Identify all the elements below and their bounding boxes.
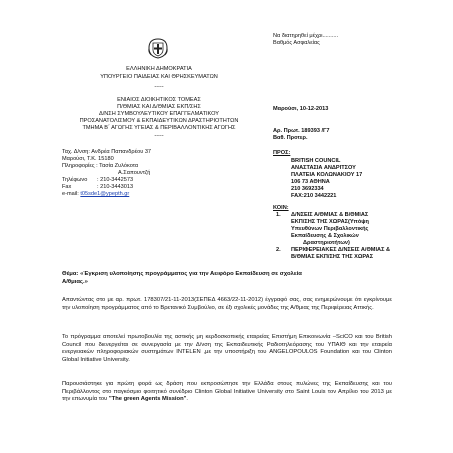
cc-item-1-line-2: ΕΚΠ/ΣΗΣ ΤΗΣ ΧΩΡΑΣ(Υπόψη (291, 219, 369, 225)
recipient-line-1: BRITISH COUNCIL (291, 158, 341, 164)
body-paragraph-3-text: Παρουσιάστηκε για πρώτη φορά ως δράση που εκπροσώπησε την Ελλάδα στους πυλώνες της Εκπαίδευσης και του Περιβάλλοντος στο παγκόσμιο φοιτητικό συνέδριο Clinton Global Initiative University στο Saint Louis τον Απρίλιο του 2013 με την επωνυμία του (62, 381, 392, 403)
ministry-name: ΥΠΟΥΡΓΕΙΟ ΠΑΙΔΕΙΑΣ ΚΑΙ ΘΡΗΣΚΕΥΜΑΤΩΝ (100, 74, 218, 80)
fax-label: Fax (62, 184, 72, 190)
email-link[interactable]: t05sde1@ypepth.gr (80, 191, 130, 197)
separator-dash-2: ----- (154, 133, 164, 139)
subject-line-2: Α/θμιας.» (62, 279, 88, 285)
protocol-number: Αρ. Πρωτ. 189393 /Γ7 (273, 128, 330, 134)
email-row (62, 191, 129, 198)
cc-item-2-number: 2. (276, 247, 281, 253)
separator-dash: ----- (154, 84, 164, 90)
retention-note: Να διατηρηθεί μέχρι.......... (273, 33, 339, 39)
unit-line-1: ΕΝΙΑΙΟΣ ΔΙΟΙΚΗΤΙΚΟΣ ΤΟΜΕΑΣ (117, 97, 201, 103)
unit-line-4: ΠΡΟΣΑΝΑΤΟΛΙΣΜΟΥ & ΕΚΠΑΙΔΕΥΤΙΚΩΝ ΔΡΑΣΤΗΡΙΟΤΗΤΩΝ (79, 118, 239, 124)
recipient-label: ΠΡΟΣ: (273, 150, 291, 156)
address: Ταχ. Δ/νση: Ανδρέα Παπανδρέου 37 (62, 149, 152, 155)
cc-item-1-line-3: Υπευθύνων Περιβαλλοντικής (291, 226, 369, 232)
cc-item-1-line-5: Δραστηριοτήτων) (303, 240, 350, 246)
phone-label: Τηλέφωνο (62, 177, 88, 183)
body-paragraph-2: Το πρόγραμμα αποτελεί πρωτοβουλία της αστικής μη κερδοσκοπικής εταιρείας Επιστήμη Επικοινωνία –SciCO και του British Council που διενεργείται σε συνεργασία με την Δ/νση της Εκπαιδευτικής Ραδιοτηλεόρασης του ΥΠΑΙΘ και την εταιρεία ενεργειακών πληροφοριακών συστημάτων INTELEN ,με την υποστήριξη του ANGELOPOULOS Foundation και του Clinton Global Initiative University. (62, 334, 392, 363)
body-paragraph-3-bold: "The green Agents Mission" (108, 396, 187, 403)
cc-item-2-line-1: ΠΕΡΙΦΕΡΕΙΑΚΕΣ Δ/ΝΣΕΙΣ Α/ΘΜΙΑΣ & (291, 247, 391, 253)
info-contact-2: Α.Σαπουντζή (118, 170, 151, 176)
unit-line-3: Δ/ΝΣΗ ΣΥΜΒΟΥΛΕΥΤΙΚΟΥ ΕΠΑΓΓΕΛΜΑΤΙΚΟΥ (98, 111, 220, 117)
cc-label: ΚΟΙΝ: (273, 205, 289, 211)
subject-line-1: Θέμα: «Έγκριση υλοποίησης προγράμματος για την Αειφόρο Εκπαίδευση σε σχολεία (62, 271, 302, 277)
unit-line-2: Π/ΘΜΙΑΣ ΚΑΙ Δ/ΘΜΙΑΣ ΕΚΠ/ΣΗΣ (117, 104, 201, 110)
phone-row (62, 177, 133, 184)
cc-item-1-line-4: Εκπαίδευσης & Σχολικών (291, 233, 359, 239)
cc-item-2-line-2: Β/ΘΜΙΑΣ ΕΚΠ/ΣΗΣ ΤΗΣ ΧΩΡΑΣ (291, 254, 374, 260)
recipient-line-6: FAX:210 3442221 (291, 193, 337, 199)
info-contact: Πληροφορίες : Τασία Ζυλόκοτα (62, 163, 139, 169)
recipient-line-3: ΠΛΑΤΕΙΑ ΚΟΛΩΝΑΚΙΟΥ 17 (291, 172, 363, 178)
recipient-line-5: 210 3692334 (291, 186, 324, 192)
phone-value: : 210-3442573 (97, 177, 134, 183)
recipient-line-4: 106 73 ΑΘΗΝΑ (291, 179, 330, 185)
priority-level: Βαθ. Προτερ. (273, 135, 308, 141)
fax-row (62, 184, 133, 191)
document-date: Μαρούσι, 10-12-2013 (273, 106, 329, 112)
recipient-line-2: ΑΝΑΣΤΑΣΙΑ ΑΝΔΡΙΤΣΟΥ (291, 165, 356, 171)
body-paragraph-3-end: . (186, 396, 188, 403)
email-label: e-mail: (62, 191, 79, 197)
unit-line-5: ΤΜΗΜΑ Β΄ ΑΓΩΓΗΣ ΥΓΕΙΑΣ & ΠΕΡΙΒΑΛΛΟΝΤΙΚΗΣ ΑΓΩΓΗΣ (82, 125, 236, 131)
fax-value: : 210-3443013 (97, 184, 134, 190)
body-paragraph-1: Απαντώντας στο με αρ. πρωτ. 178307/21-11-2013(ΣΕΠΕΔ 4663/22-11-2012) έγγραφό σας, σας ενημερώνουμε ότι εγκρίνουμε την υλοποίηση προγράμματος από το Βρετανικό Συμβούλιο, σε έξι σχολικές μονάδες της Α/θμιας της Περιφέρειας Αττικής. (62, 297, 392, 311)
security-level: Βαθμός Ασφαλείας (273, 40, 320, 46)
body-paragraph-3 (62, 381, 392, 404)
greek-coat-of-arms-icon (146, 36, 170, 60)
city: Μαρούσι, Τ.Κ. 15180 (62, 156, 114, 162)
cc-item-1-number: 1. (276, 212, 281, 218)
cc-item-1-line-1: Δ/ΝΣΕΙΣ Α/ΘΜΙΑΣ & Β/ΘΜΙΑΣ (291, 212, 369, 218)
country-name: ΕΛΛΗΝΙΚΗ ΔΗΜΟΚΡΑΤΙΑ (126, 66, 192, 72)
